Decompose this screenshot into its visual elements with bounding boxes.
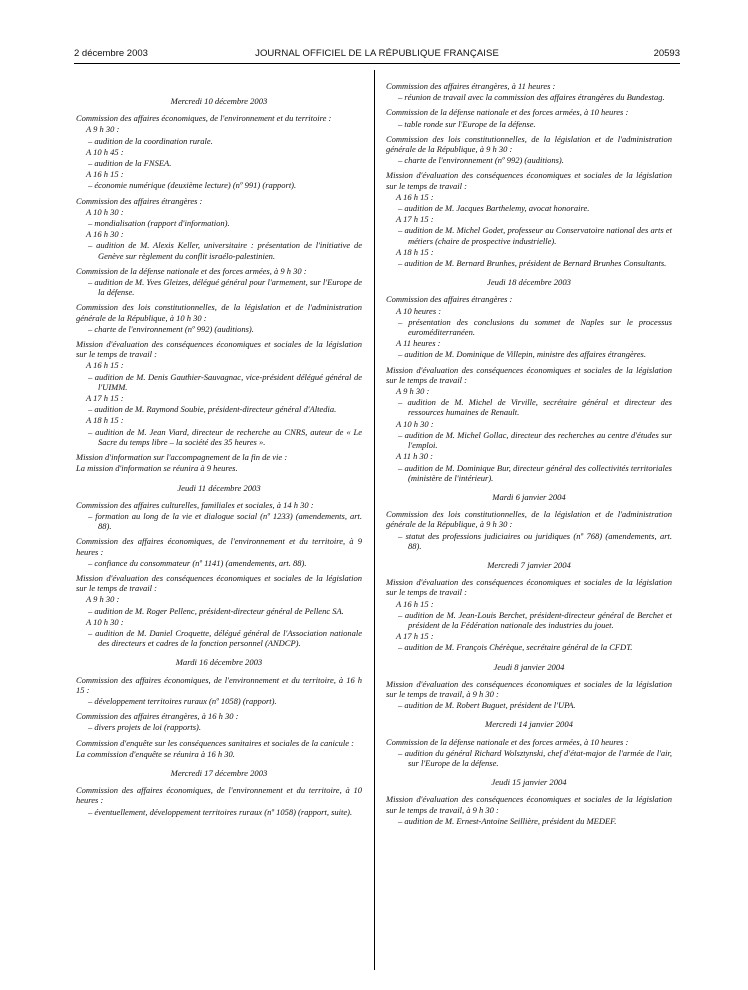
- time-slot: A 10 heures :: [396, 305, 442, 316]
- agenda-item: – statut des professions judiciaires ou juridiques (nº 768) (amendements, art. 88).: [398, 530, 672, 551]
- agenda-item: – divers projets de loi (rapports).: [88, 722, 202, 733]
- agenda-item: – audition de M. Michel Godet, professeur au Conservatoire national des arts et métiers (chaire de prospective industrielle).: [398, 225, 672, 246]
- header-rule: [74, 63, 680, 64]
- committee-heading: Commission de la défense nationale et des forces armées, à 9 h 30 :: [76, 265, 307, 276]
- page-number: 20593: [653, 48, 680, 59]
- page-header: [74, 48, 680, 62]
- committee-heading: Commission des lois constitutionnelles, de la législation et de l'administration générale de la République, à 9 h 30 :: [386, 133, 672, 155]
- time-slot: A 11 h 30 :: [396, 451, 433, 462]
- day-heading: Mardi 6 janvier 2004: [492, 491, 566, 502]
- time-slot: A 17 h 15 :: [86, 393, 124, 404]
- day-heading: Jeudi 11 décembre 2003: [177, 482, 261, 493]
- agenda-item: – réunion de travail avec la commission des affaires étrangères du Bundestag.: [398, 92, 665, 103]
- time-slot: A 11 heures :: [396, 338, 441, 349]
- committee-heading: Commission des lois constitutionnelles, de la législation et de l'administration générale de la République, à 9 h 30 :: [386, 509, 672, 530]
- committee-heading: Commission de la défense nationale et des forces armées, à 10 heures :: [386, 736, 629, 747]
- agenda-item: – audition de M. Denis Gauthier-Sauvagnac, vice-président délégué général de l'UIMM.: [88, 371, 362, 392]
- agenda-item: – mondialisation (rapport d'information).: [88, 218, 230, 229]
- day-heading: Jeudi 15 janvier 2004: [491, 777, 567, 788]
- agenda-item: – charte de l'environnement (nº 992) (auditions).: [88, 323, 254, 334]
- committee-heading: Mission d'information sur l'accompagnement de la fin de vie :: [76, 452, 288, 463]
- agenda-item: – audition de M. Michel de Virville, secrétaire général et directeur des ressources humaines de Renault.: [398, 397, 672, 418]
- agenda-item: – audition de M. Jean-Louis Berchet, président-directeur général de Berchet et président de la Fédération nationale des industries du jouet.: [398, 609, 672, 630]
- committee-heading: Commission des affaires étrangères, à 11 heures :: [386, 81, 556, 91]
- time-slot: A 16 h 15 :: [86, 169, 124, 180]
- agenda-item: – audition de M. Dominique de Villepin, ministre des affaires étrangères.: [398, 349, 646, 360]
- committee-heading: Commission des lois constitutionnelles, de la législation et de l'administration générale de la République, à 10 h 30 :: [76, 302, 362, 323]
- agenda-item: – audition de M. Michel Gollac, directeur des recherches au centre d'études sur l'emploi.: [398, 429, 672, 451]
- committee-heading: Commission des affaires étrangères :: [76, 195, 203, 206]
- agenda-item: – audition de M. Roger Pellenc, président-directeur général de Pellenc SA.: [88, 605, 344, 616]
- committee-heading: Commission des affaires étrangères :: [386, 294, 513, 305]
- day-heading: Jeudi 18 décembre 2003: [487, 277, 571, 288]
- committee-heading: Mission d'évaluation des conséquences économiques et sociales de la législation sur le temps de travail :: [386, 170, 672, 191]
- header-date: 2 décembre 2003: [74, 48, 148, 59]
- time-slot: A 16 h 15 :: [86, 360, 124, 371]
- agenda-note: La mission d'information se réunira à 9 heures.: [76, 463, 238, 474]
- day-heading: Mercredi 17 décembre 2003: [170, 767, 268, 778]
- time-slot: A 9 h 30 :: [396, 386, 430, 397]
- agenda-item: – audition de la coordination rurale.: [88, 135, 213, 146]
- committee-heading: Commission des affaires économiques, de l'environnement et du territoire, à 10 heures :: [76, 785, 362, 806]
- committee-heading: Mission d'évaluation des conséquences économiques et sociales de la législation sur le temps de travail :: [76, 572, 362, 594]
- agenda-item: – audition de M. Daniel Croquette, délégué général de l'Association nationale des directeurs et cadres de la fonction personnel (ANDCP).: [88, 627, 362, 649]
- agenda-item: – table ronde sur l'Europe de la défense.: [398, 118, 536, 129]
- column-divider: [374, 70, 375, 970]
- time-slot: A 17 h 15 :: [396, 631, 434, 642]
- agenda-item: – audition de M. Jacques Barthelemy, avocat honoraire.: [398, 203, 590, 214]
- agenda-item: – audition de M. François Chérèque, secrétaire général de la CFDT.: [398, 642, 633, 653]
- time-slot: A 10 h 45 :: [86, 146, 124, 157]
- time-slot: A 16 h 30 :: [86, 229, 124, 240]
- left-column: [76, 76, 362, 818]
- agenda-item: – charte de l'environnement (nº 992) (auditions).: [398, 155, 564, 166]
- time-slot: A 18 h 15 :: [86, 415, 124, 426]
- time-slot: A 10 h 30 :: [86, 206, 124, 217]
- time-slot: A 10 h 30 :: [86, 616, 124, 627]
- committee-heading: Mission d'évaluation des conséquences économiques et sociales de la législation sur le temps de travail :: [386, 577, 672, 598]
- time-slot: A 10 h 30 :: [396, 418, 434, 429]
- agenda-item: – confiance du consommateur (nº 1141) (amendements, art. 88).: [88, 557, 307, 568]
- committee-heading: Commission des affaires économiques, de l'environnement et du territoire, à 16 h 15 :: [76, 674, 362, 695]
- agenda-item: – audition de M. Ernest-Antoine Seillière, président du MEDEF.: [398, 815, 617, 826]
- agenda-item: – audition de M. Jean Viard, directeur de recherche au CNRS, auteur de « Le Sacre du temps libre – la société des 35 heures ».: [88, 426, 362, 447]
- agenda-item: – audition de M. Bernard Brunhes, président de Bernard Brunhes Consultants.: [398, 258, 667, 269]
- agenda-item: – audition de M. Yves Gleizes, délégué général pour l'armement, sur l'Europe de la défense.: [88, 277, 362, 298]
- committee-heading: Mission d'évaluation des conséquences économiques et sociales de la législation sur le temps de travail :: [76, 339, 362, 360]
- day-heading: Mercredi 14 janvier 2004: [485, 719, 573, 730]
- right-column: [386, 76, 672, 827]
- agenda-note: La commission d'enquête se réunira à 16 h 30.: [76, 748, 235, 759]
- agenda-item: – présentation des conclusions du sommet de Naples sur le processus euroméditerranéen.: [398, 316, 672, 338]
- committee-heading: Mission d'évaluation des conséquences économiques et sociales de la législation sur le temps de travail :: [386, 364, 672, 385]
- committee-heading: Mission d'évaluation des conséquences économiques et sociales de la législation sur le temps de travail, à 9 h 30 :: [386, 794, 672, 815]
- time-slot: A 18 h 15 :: [396, 246, 434, 257]
- committee-heading: Commission d'enquête sur les conséquences sanitaires et sociales de la canicule :: [76, 737, 354, 748]
- day-heading: Mercredi 7 janvier 2004: [487, 559, 571, 570]
- agenda-item: – audition de M. Alexis Keller, universitaire : présentation de l'initiative de Genève sur règlement du conflit israélo-palestinien.: [88, 240, 362, 261]
- agenda-item: – économie numérique (deuxième lecture) (nº 991) (rapport).: [88, 180, 297, 191]
- time-slot: A 16 h 15 :: [396, 191, 434, 202]
- committee-heading: Mission d'évaluation des conséquences économiques et sociales de la législation sur le temps de travail, à 9 h 30 :: [386, 678, 672, 699]
- agenda-item: – éventuellement, développement territoires ruraux (nº 1058) (rapport, suite).: [88, 806, 353, 817]
- day-heading: Mardi 16 décembre 2003: [175, 657, 263, 668]
- agenda-item: – développement territoires ruraux (nº 1058) (rapport).: [88, 695, 277, 706]
- agenda-item: – audition de M. Robert Buguet, président de l'UPA.: [398, 700, 576, 711]
- time-slot: A 16 h 15 :: [396, 598, 434, 609]
- agenda-item: – formation au long de la vie et dialogue social (nº 1233) (amendements, art. 88).: [88, 510, 362, 532]
- day-heading: Jeudi 8 janvier 2004: [493, 661, 565, 672]
- agenda-item: – audition de M. Raymond Soubie, président-directeur général d'Altedia.: [88, 404, 337, 415]
- agenda-item: – audition de M. Dominique Bur, directeur général des collectivités territoriales (ministère de l'intérieur).: [398, 462, 672, 483]
- committee-heading: Commission des affaires économiques, de l'environnement et du territoire, à 9 heures :: [76, 536, 362, 557]
- day-heading: Mercredi 10 décembre 2003: [170, 96, 268, 106]
- committee-heading: Commission des affaires culturelles, familiales et sociales, à 14 h 30 :: [76, 499, 314, 510]
- committee-heading: Commission de la défense nationale et des forces armées, à 10 heures :: [386, 107, 629, 118]
- agenda-item: – audition de la FNSEA.: [88, 158, 172, 169]
- committee-heading: Commission des affaires étrangères, à 16 h 30 :: [76, 711, 239, 722]
- committee-heading: Commission des affaires économiques, de l'environnement et du territoire :: [76, 113, 332, 124]
- header-title: JOURNAL OFFICIEL DE LA RÉPUBLIQUE FRANÇAISE: [255, 48, 499, 59]
- time-slot: A 9 h 30 :: [86, 124, 120, 135]
- time-slot: A 9 h 30 :: [86, 594, 120, 605]
- time-slot: A 17 h 15 :: [396, 214, 434, 225]
- agenda-item: – audition du général Richard Wolsztynski, chef d'état-major de l'armée de l'air, sur l'Europe de la défense.: [398, 747, 672, 768]
